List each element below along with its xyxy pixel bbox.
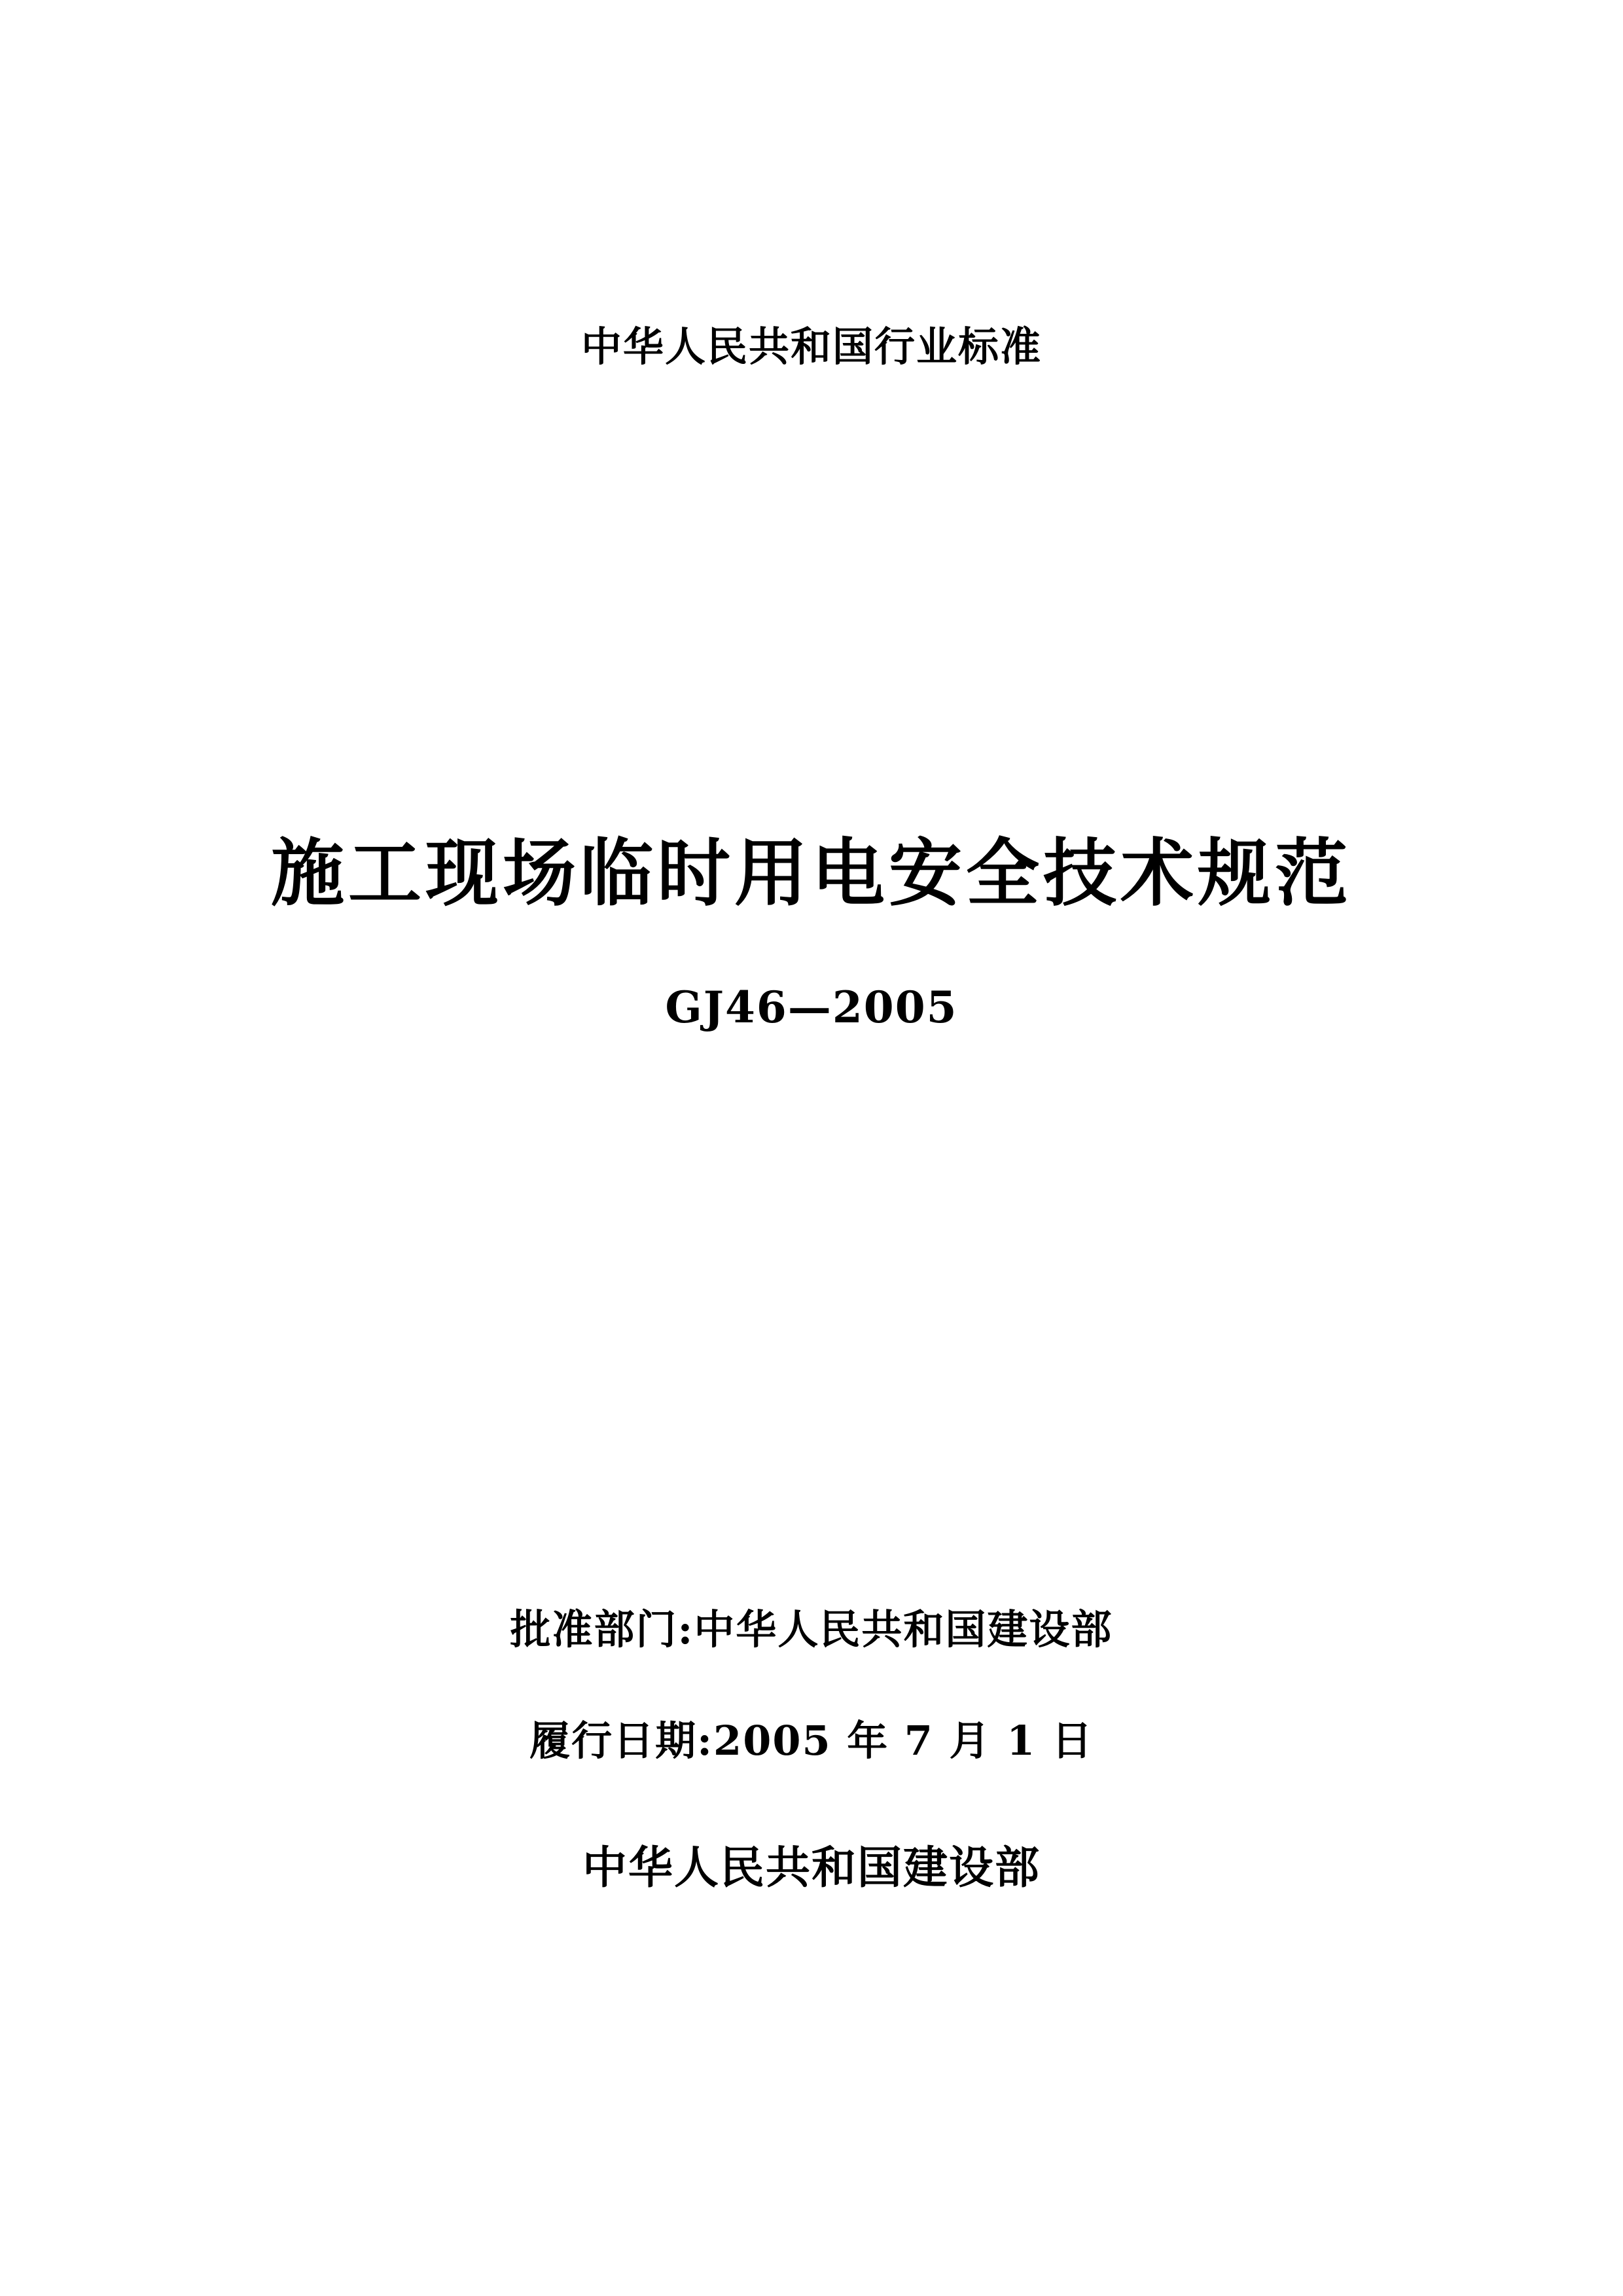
page-title: 施工现场临时用电安全技术规范: [271, 831, 1352, 916]
standard-category-heading: 中华人民共和国行业标准: [580, 323, 1042, 370]
issuing-department: 中华人民共和国建设部: [582, 1842, 1041, 1894]
approval-department: 批准部门:中华人民共和国建设部: [510, 1605, 1113, 1653]
effective-date: 履行日期:2005 年 7 月 1 日: [529, 1717, 1094, 1765]
standard-number: GJ46—2005: [665, 982, 958, 1033]
